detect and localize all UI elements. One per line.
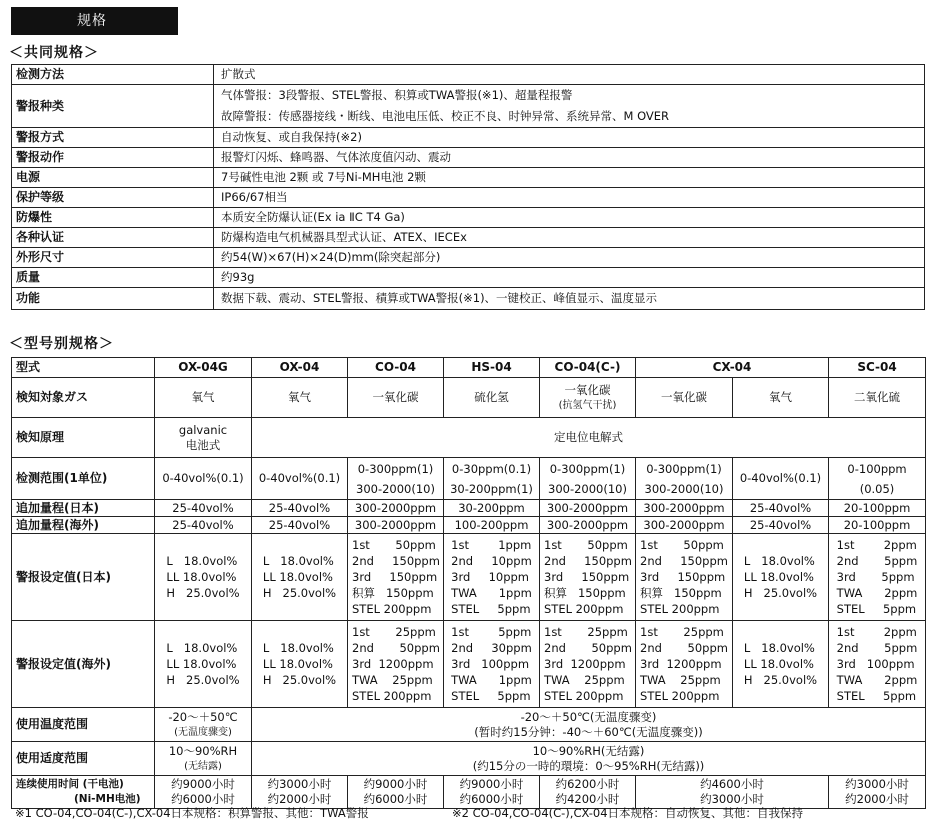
common-spec-row [12,208,925,228]
gas-name: 氧气 [288,390,311,404]
alarm-setting-cell [348,534,444,621]
common-spec-row [12,85,925,128]
operating-time-cell [348,776,444,809]
added-range-cell [348,500,444,517]
cell-line: 検知原理 [16,430,65,444]
operating-time-cell [155,776,252,809]
temp-galvanic [155,708,252,742]
model-name-text: CO-04 [375,360,416,374]
range-cell [540,458,636,500]
common-spec-table [11,64,925,310]
gas-cell [444,378,540,418]
range-cell [444,458,540,500]
added-range-cell [444,517,540,534]
cell-line: 100-200ppm [454,517,529,532]
cell-line: 约9000小时 [171,777,235,791]
alarm-setting-values: L 18.0vol% LL 18.0vol% H 25.0vol% [166,641,240,687]
range-line: 0-300ppm(1) [549,461,626,476]
cell-line: 型式 [16,360,41,374]
spec-label [12,288,214,310]
spec-label [12,208,214,228]
range-line: 30-200ppm(1) [450,481,533,496]
spec-label-text: 各种认证 [16,230,65,244]
cell-line: 30-200ppm [458,500,525,515]
gas-name: 一氧化碳 [661,390,707,404]
alarm-setting-cell [733,534,829,621]
gas-cell [540,378,636,418]
model-name-text: CO-04(C-) [554,360,621,374]
range-line: 0-300ppm(1) [646,461,722,476]
added-range-cell [540,500,636,517]
operating-time-cell [444,776,540,809]
spec-value-line: 气体警报：3段警报、STEL警报、积算或TWA警报(※1)、超量程报警 [221,88,573,102]
row-label [12,708,155,742]
cell-line: -20～＋50℃(无温度骤变) [520,709,657,724]
row-label [12,776,155,809]
common-spec-row [12,168,925,188]
principle-electrolytic [252,418,926,458]
range-cell [348,458,444,500]
humidity-other [252,742,926,776]
operating-time-cell [540,776,636,809]
gas-cell [733,378,829,418]
alarm-setting-values: 1st 50ppm 2nd 150ppm 3rd 150ppm 积算 150ppm STEL 200ppm [352,538,440,616]
spec-label [12,65,214,85]
range-cell [733,458,829,500]
gas-cell [252,378,348,418]
gas-name: 二氧化硫 [854,390,901,404]
row-label [12,742,155,776]
spec-value [214,228,925,248]
spec-value-line: 防爆构造电气机械器具型式认证、ATEX、IECEx [221,230,467,244]
spec-value [214,188,925,208]
range-cell [829,458,926,500]
alarm-setting-values: 1st 50ppm 2nd 150ppm 3rd 150ppm 积算 150ppm STEL 200ppm [544,538,632,616]
alarm-setting-cell [348,621,444,708]
alarm-setting-values: 1st 2ppm 2nd 5ppm 3rd 100ppm TWA 2ppm STEL 5ppm [836,625,918,703]
alarm-setting-cell [829,534,926,621]
page-title: 规格 [11,7,178,35]
row-label [12,621,155,708]
alarm-setting-values: 1st 50ppm 2nd 150ppm 3rd 150ppm 积算 150ppm STEL 200ppm [640,538,728,616]
alarm-setting-values: 1st 1ppm 2nd 10ppm 3rd 10ppm TWA 1ppm STEL 5ppm [451,538,532,616]
model-name-text: OX-04 [279,360,320,374]
model-spec-row [12,500,926,517]
cell-line: 10～90%RH(无结露) [532,743,645,758]
alarm-setting-values: 1st 25ppm 2nd 50ppm 3rd 1200ppm TWA 25ppm STEL 200ppm [352,625,440,703]
cell-line: 定电位电解式 [554,430,623,444]
added-range-cell [540,517,636,534]
model-name [444,358,540,378]
cell-line: 使用适度范围 [16,751,89,765]
common-spec-row [12,65,925,85]
alarm-setting-cell [636,534,733,621]
spec-value [214,208,925,228]
model-spec-row [12,621,926,708]
cell-line: 约4600小时 [700,777,764,791]
gas-note: (抗氢气干扰) [558,399,617,411]
common-spec-row [12,268,925,288]
range-cell [155,458,252,500]
gas-name: 一氧化碳 [372,390,419,404]
alarm-setting-values: L 18.0vol% LL 18.0vol% H 25.0vol% [262,554,337,600]
added-range-cell [348,517,444,534]
cell-line: 约9000小时 [459,777,524,791]
cell-line: 300-2000ppm [546,500,629,515]
alarm-setting-cell [252,621,348,708]
cell-line: (无温度骤变) [174,726,232,738]
spec-value-line: 7号碱性电池 2颗 或 7号Ni-MH电池 2颗 [221,170,426,184]
spec-label-text: 电源 [16,170,41,184]
row-label [12,517,155,534]
range-line: 0-30ppm(0.1) [451,461,532,476]
row-label [12,458,155,500]
alarm-setting-values: L 18.0vol% LL 18.0vol% H 25.0vol% [166,554,240,600]
spec-label [12,188,214,208]
added-range-cell [155,500,252,517]
row-label [12,500,155,517]
model-spec-heading: ＜型号别规格＞ [9,336,114,352]
footnote-1: ※1 CO-04,CO-04(C-),CX-04日本规格：积算警报、其他：TWA警报 [15,806,369,820]
added-range-cell [636,517,733,534]
gas-name: 一氧化碳 [564,382,611,397]
alarm-setting-cell [155,534,252,621]
spec-label [12,268,214,288]
model-name [636,358,829,378]
cell-line: (暂时约15分钟：-40～＋60℃(无温度骤变)) [474,724,703,739]
added-range-cell [636,500,733,517]
gas-cell [348,378,444,418]
spec-label-text: 防爆性 [16,210,53,224]
model-spec-row [12,534,926,621]
alarm-setting-values: L 18.0vol% LL 18.0vol% H 25.0vol% [262,641,337,687]
spec-label [12,85,214,128]
cell-line: 约2000小时 [845,792,909,806]
cell-line: 使用温度范围 [16,717,89,731]
range-line: 300-2000(10) [548,481,627,496]
cell-line: 警报设定值(日本) [16,569,111,584]
model-name-text: CX-04 [712,360,752,374]
range-line: (0.05) [859,481,895,496]
cell-line: 约4200小时 [555,792,620,806]
spec-value [214,268,925,288]
common-spec-row [12,188,925,208]
model-spec-row [12,358,926,378]
model-name-text: HS-04 [471,360,512,374]
cell-line: 约6000小时 [363,792,428,806]
spec-value [214,128,925,148]
cell-line: 检测范围(1单位) [16,471,108,485]
spec-label [12,128,214,148]
cell-line: 25-40vol% [268,500,331,515]
gas-cell [155,378,252,418]
range-cell [636,458,733,500]
cell-line: (无结露) [184,760,222,772]
cell-line: galvanic [178,422,228,437]
spec-label [12,168,214,188]
cell-line: 约2000小时 [267,792,332,806]
alarm-setting-cell [444,534,540,621]
added-range-cell [252,500,348,517]
added-range-cell [444,500,540,517]
common-spec-row [12,288,925,310]
spec-value [214,148,925,168]
cell-line: 约9000小时 [363,777,428,791]
alarm-setting-cell [252,534,348,621]
added-range-cell [829,500,926,517]
range-line: 0-40vol%(0.1) [162,471,244,485]
cell-line: 约6000小时 [171,792,235,806]
spec-value-line: 约54(W)×67(H)×24(D)mm(除突起部分) [221,250,441,264]
spec-value-line: 扩散式 [221,67,256,81]
spec-value-line: 约93g [221,270,255,284]
spec-value [214,168,925,188]
model-spec-row [12,776,926,809]
model-name-text: SC-04 [857,360,897,374]
alarm-setting-cell [540,621,636,708]
alarm-setting-cell [829,621,926,708]
common-spec-row [12,228,925,248]
spec-value-line: 故障警报：传感器接线・断线、电池电压低、校正不良、时钟异常、系统异常、M OVER [221,109,670,123]
gas-cell [829,378,926,418]
operating-time-cell [636,776,829,809]
gas-name: 氧气 [191,390,215,404]
cell-line: 约6000小时 [459,792,524,806]
cell-line: 约3000小时 [267,777,332,791]
cell-line: 25-40vol% [268,517,331,532]
spec-value [214,248,925,268]
added-range-cell [829,517,926,534]
cell-line: 追加量程(海外) [16,517,99,532]
spec-value-line: 本质安全防爆认证(Ex ia ⅡC T4 Ga) [221,210,405,224]
gas-name: 氧气 [769,390,792,404]
spec-label [12,228,214,248]
spec-value-line: 自动恢复、或自我保持(※2) [221,130,362,144]
range-line: 0-40vol%(0.1) [739,471,822,485]
cell-line: 300-2000ppm [643,517,725,532]
model-spec-row [12,378,926,418]
alarm-setting-values: 1st 25ppm 2nd 50ppm 3rd 1200ppm TWA 25ppm STEL 200ppm [544,625,632,703]
spec-label-text: 质量 [16,270,41,284]
range-line: 0-40vol%(0.1) [258,471,341,485]
spec-label-text: 检测方法 [16,67,65,81]
cell-line: 300-2000ppm [354,517,437,532]
cell-line: 电池式 [185,437,221,452]
row-label [12,378,155,418]
footnote-2: ※2 CO-04,CO-04(C-),CX-04日本规格：自动恢复、其他：自我保持 [452,806,804,820]
row-label [12,418,155,458]
model-spec-row [12,418,926,458]
model-name [540,358,636,378]
temp-other [252,708,926,742]
spec-value-line: IP66/67相当 [221,190,288,204]
common-spec-row [12,128,925,148]
cell-line: 警报设定值(海外) [16,656,111,671]
principle-galvanic [155,418,252,458]
spec-value [214,85,925,128]
spec-label-text: 保护等级 [16,190,65,204]
model-name-text: OX-04G [178,360,228,374]
common-spec-row [12,248,925,268]
humidity-galvanic [155,742,252,776]
model-name [829,358,926,378]
added-range-cell [733,517,829,534]
cell-line: 追加量程(日本) [16,500,99,515]
spec-label-text: 警报种类 [16,98,65,113]
alarm-setting-cell [540,534,636,621]
model-spec-table [11,357,926,809]
range-line: 0-300ppm(1) [357,461,434,476]
spec-value-line: 报警灯闪烁、蜂鸣器、气体浓度值闪动、震动 [221,150,451,164]
operating-time-cell [829,776,926,809]
model-name [155,358,252,378]
range-line: 0-100ppm [847,461,907,476]
model-spec-row [12,742,926,776]
spec-label-text: 功能 [16,291,41,305]
spec-value-line: 数据下载、震动、STEL警报、積算或TWA警报(※1)、一键校正、峰值显示、温度显示 [221,291,658,305]
added-range-cell [252,517,348,534]
alarm-setting-cell [636,621,733,708]
added-range-cell [733,500,829,517]
common-spec-heading: ＜共同规格＞ [9,45,99,61]
alarm-setting-cell [444,621,540,708]
cell-line: 约6200小时 [555,777,620,791]
row-label [12,358,155,378]
cell-line: 约3000小时 [700,792,764,806]
cell-line: 约3000小时 [845,777,909,791]
range-cell [252,458,348,500]
range-line: 300-2000(10) [356,481,435,496]
alarm-setting-values: L 18.0vol% LL 18.0vol% H 25.0vol% [743,554,818,600]
cell-line: 20-100ppm [843,500,911,515]
cell-line: 25-40vol% [749,517,812,532]
added-range-cell [155,517,252,534]
spec-label-text: 警报方式 [16,130,65,144]
gas-cell [636,378,733,418]
model-spec-row [12,708,926,742]
cell-line: 300-2000ppm [643,500,725,515]
alarm-setting-values: 1st 2ppm 2nd 5ppm 3rd 5ppm TWA 2ppm STEL 5ppm [836,538,918,616]
common-spec-row [12,148,925,168]
alarm-setting-values: 1st 5ppm 2nd 30ppm 3rd 100ppm TWA 1ppm STEL 5ppm [451,625,532,703]
range-line: 300-2000(10) [644,481,724,496]
cell-line: 300-2000ppm [354,500,437,515]
alarm-setting-cell [733,621,829,708]
gas-name: 硫化氢 [474,390,509,404]
spec-label [12,148,214,168]
spec-value [214,288,925,310]
cell-line: 20-100ppm [843,517,911,532]
cell-line: -20～＋50℃ [168,709,238,724]
alarm-setting-values: 1st 25ppm 2nd 50ppm 3rd 1200ppm TWA 25ppm STEL 200ppm [640,625,728,703]
model-spec-row [12,458,926,500]
spec-label-text: 警报动作 [16,150,65,164]
model-name [252,358,348,378]
alarm-setting-cell [155,621,252,708]
model-spec-row [12,517,926,534]
cell-line: 25-40vol% [172,500,234,515]
cell-line: 検知対象ガス [16,390,89,404]
cell-line: 25-40vol% [749,500,812,515]
cell-line: 10～90%RH [168,743,238,758]
cell-line: 300-2000ppm [546,517,629,532]
spec-value [214,65,925,85]
cell-line: 连续使用时间 (干电池) [16,778,124,790]
row-label [12,534,155,621]
model-name [348,358,444,378]
cell-line: (Ni-MH电池) [74,793,141,805]
operating-time-cell [252,776,348,809]
spec-label-text: 外形尺寸 [16,250,65,264]
spec-label [12,248,214,268]
alarm-setting-values: L 18.0vol% LL 18.0vol% H 25.0vol% [743,641,818,687]
cell-line: 25-40vol% [172,517,234,532]
cell-line: (约15分の一時的環境：0～95%RH(无结露)) [472,758,705,773]
